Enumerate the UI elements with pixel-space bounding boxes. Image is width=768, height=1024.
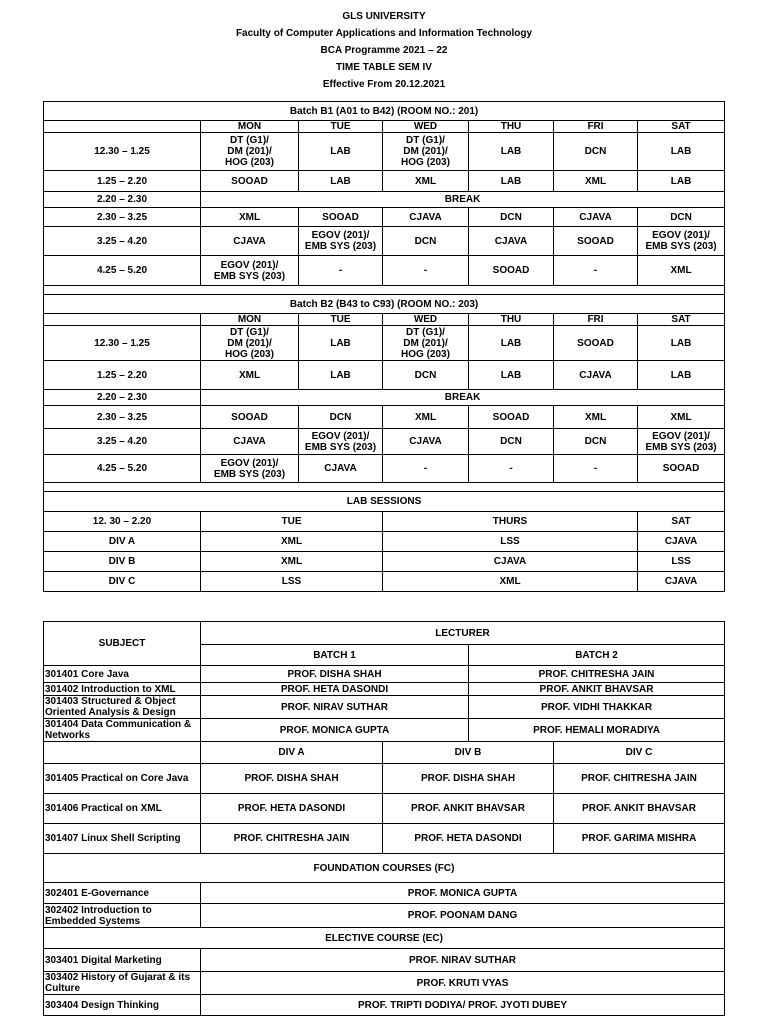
lecturer-name: PROF. ANKIT BHAVSAR (383, 794, 554, 824)
subject-name: 301406 Practical on XML (44, 794, 201, 824)
subject-row (44, 683, 725, 696)
lab-day-header: SAT (638, 512, 725, 532)
practical-row (44, 794, 725, 824)
ec-row (44, 995, 725, 1016)
lecturer-name: PROF. CHITRESHA JAIN (469, 666, 725, 683)
day-header: THU (469, 121, 554, 133)
lab-division: DIV A (44, 532, 201, 552)
subject-cell: XML (201, 208, 299, 227)
time-slot: 2.20 – 2.30 (44, 192, 201, 208)
break-cell: BREAK (201, 390, 725, 406)
timeslot-row (44, 133, 725, 171)
lecturer-name: PROF. KRUTI VYAS (201, 972, 725, 995)
day-header: THU (469, 314, 554, 326)
subject-cell: DT (G1)/ DM (201)/ HOG (203) (201, 133, 299, 171)
batch-title: Batch B1 (A01 to B42) (ROOM NO.: 201) (44, 102, 725, 121)
lecturer-name: PROF. HETA DASONDI (383, 824, 554, 854)
subject-cell: LAB (638, 133, 725, 171)
lecturer-name: PROF. DISHA SHAH (383, 764, 554, 794)
div-header: DIV C (554, 742, 725, 764)
day-header: WED (383, 314, 469, 326)
faculty-title: Faculty of Computer Applications and Information Technology (235, 28, 533, 39)
timeslot-row (44, 227, 725, 256)
lecturer-header-row (44, 622, 725, 645)
subject-name: 301407 Linux Shell Scripting (44, 824, 201, 854)
subject-cell: DCN (299, 406, 383, 429)
subject-cell: EGOV (201)/ EMB SYS (203) (638, 429, 725, 455)
day-header: WED (383, 121, 469, 133)
time-slot: 2.30 – 3.25 (44, 208, 201, 227)
subject-name: 303401 Digital Marketing (44, 949, 201, 972)
lab-subject: CJAVA (383, 552, 638, 572)
lab-day-header: THURS (383, 512, 638, 532)
lecturer-name: PROF. HETA DASONDI (201, 683, 469, 696)
subject-cell: SOOAD (554, 326, 638, 361)
practical-row (44, 764, 725, 794)
div-header: DIV A (201, 742, 383, 764)
fc-row (44, 883, 725, 904)
subject-cell: XML (383, 171, 469, 192)
day-header: MON (201, 314, 299, 326)
time-slot: 4.25 – 5.20 (44, 256, 201, 286)
lab-division: DIV C (44, 572, 201, 592)
lecturer-name: PROF. MONICA GUPTA (201, 883, 725, 904)
lab-subject: XML (201, 552, 383, 572)
lecturer-name: PROF. CHITRESHA JAIN (201, 824, 383, 854)
subject-cell: - (383, 455, 469, 483)
subject-cell: DCN (469, 208, 554, 227)
lecturer-name: PROF. NIRAV SUTHAR (201, 696, 469, 719)
batch-title-row (44, 295, 725, 314)
timeslot-row (44, 361, 725, 390)
subject-cell: LAB (299, 361, 383, 390)
subject-cell: EGOV (201)/ EMB SYS (203) (201, 256, 299, 286)
subject-cell: - (469, 455, 554, 483)
subject-cell: CJAVA (299, 455, 383, 483)
lecturer-name: PROF. ANKIT BHAVSAR (469, 683, 725, 696)
lecturer-name: PROF. NIRAV SUTHAR (201, 949, 725, 972)
elective-courses-header: ELECTIVE COURSE (EC) (44, 928, 725, 949)
lecturer-header: LECTURER (201, 622, 725, 645)
subject-name: 303404 Design Thinking (44, 995, 201, 1016)
subject-cell: SOOAD (469, 256, 554, 286)
subject-cell: LAB (299, 133, 383, 171)
time-slot: 12.30 – 1.25 (44, 326, 201, 361)
university-title: GLS UNIVERSITY (342, 11, 426, 22)
subject-cell: - (554, 256, 638, 286)
lab-subject: LSS (383, 532, 638, 552)
subject-name: 303402 History of Gujarat & its Culture (44, 972, 201, 995)
subject-cell: SOOAD (299, 208, 383, 227)
subject-name: 301404 Data Communication & Networks (44, 719, 201, 742)
fc-row (44, 904, 725, 928)
subject-cell: XML (201, 361, 299, 390)
time-slot: 2.20 – 2.30 (44, 390, 201, 406)
faculty-table (43, 621, 725, 1016)
break-cell: BREAK (201, 192, 725, 208)
lab-subject: CJAVA (638, 532, 725, 552)
lecturer-name: PROF. DISHA SHAH (201, 764, 383, 794)
subject-cell: SOOAD (469, 406, 554, 429)
time-slot: 2.30 – 3.25 (44, 406, 201, 429)
subject-row (44, 666, 725, 683)
lab-division: DIV B (44, 552, 201, 572)
subject-cell: LAB (469, 133, 554, 171)
subject-cell: CJAVA (201, 429, 299, 455)
lab-subject: XML (383, 572, 638, 592)
subject-cell: XML (383, 406, 469, 429)
practical-row (44, 824, 725, 854)
division-header-row (44, 742, 725, 764)
timeslot-row (44, 429, 725, 455)
timetable (43, 101, 725, 592)
timeslot-row (44, 390, 725, 406)
ec-row (44, 972, 725, 995)
day-header: TUE (299, 314, 383, 326)
foundation-courses-header: FOUNDATION COURSES (FC) (44, 854, 725, 883)
ec-header-row (44, 928, 725, 949)
subject-cell: LAB (469, 326, 554, 361)
fc-header-row (44, 854, 725, 883)
timeslot-row (44, 326, 725, 361)
subject-cell: DCN (383, 227, 469, 256)
corner-cell (44, 121, 201, 133)
corner-cell (44, 314, 201, 326)
subject-cell: DT (G1)/ DM (201)/ HOG (203) (201, 326, 299, 361)
spacer-row (44, 483, 725, 492)
subject-cell: XML (638, 406, 725, 429)
day-header: MON (201, 121, 299, 133)
lab-row (44, 552, 725, 572)
subject-row (44, 719, 725, 742)
subject-cell: - (554, 455, 638, 483)
subject-name: 301401 Core Java (44, 666, 201, 683)
day-header: FRI (554, 121, 638, 133)
lecturer-name: PROF. GARIMA MISHRA (554, 824, 725, 854)
subject-cell: DCN (554, 133, 638, 171)
timeslot-row (44, 406, 725, 429)
time-slot: 4.25 – 5.20 (44, 455, 201, 483)
timeslot-row (44, 455, 725, 483)
lab-time: 12. 30 – 2.20 (44, 512, 201, 532)
subject-cell: DCN (469, 429, 554, 455)
subject-cell: EGOV (201)/ EMB SYS (203) (299, 429, 383, 455)
lecturer-name: PROF. TRIPTI DODIYA/ PROF. JYOTI DUBEY (201, 995, 725, 1016)
subject-cell: CJAVA (383, 208, 469, 227)
timetable-title: TIME TABLE SEM IV (336, 62, 432, 73)
subject-cell: LAB (469, 361, 554, 390)
subject-cell: SOOAD (554, 227, 638, 256)
lab-day-header: TUE (201, 512, 383, 532)
day-header: TUE (299, 121, 383, 133)
subject-cell: LAB (638, 361, 725, 390)
lecturer-name: PROF. HETA DASONDI (201, 794, 383, 824)
subject-row (44, 696, 725, 719)
subject-cell: LAB (638, 326, 725, 361)
programme-title: BCA Programme 2021 – 22 (320, 45, 448, 56)
subject-header: SUBJECT (44, 622, 201, 666)
lab-subject: LSS (638, 552, 725, 572)
subject-name: 302402 Introduction to Embedded Systems (44, 904, 201, 928)
lab-subject: XML (201, 532, 383, 552)
subject-name: 301403 Structured & Object Oriented Analysis & Design (44, 696, 201, 719)
subject-cell: LAB (638, 171, 725, 192)
lecturer-name: PROF. MONICA GUPTA (201, 719, 469, 742)
ec-row (44, 949, 725, 972)
lecturer-name: PROF. CHITRESHA JAIN (554, 764, 725, 794)
lab-title-row (44, 492, 725, 512)
subject-cell: - (299, 256, 383, 286)
batch-title: Batch B2 (B43 to C93) (ROOM NO.: 203) (44, 295, 725, 314)
subject-cell: LAB (469, 171, 554, 192)
subject-name: 302401 E-Governance (44, 883, 201, 904)
lab-subject: LSS (201, 572, 383, 592)
lecturer-name: PROF. ANKIT BHAVSAR (554, 794, 725, 824)
day-header: FRI (554, 314, 638, 326)
div-header: DIV B (383, 742, 554, 764)
timeslot-row (44, 256, 725, 286)
subject-cell: CJAVA (554, 208, 638, 227)
subject-cell: XML (554, 406, 638, 429)
subject-cell: XML (638, 256, 725, 286)
lab-row (44, 532, 725, 552)
lecturer-name: PROF. DISHA SHAH (201, 666, 469, 683)
batch1-header: BATCH 1 (201, 645, 469, 666)
lecturer-name: PROF. POONAM DANG (201, 904, 725, 928)
subject-cell: LAB (299, 326, 383, 361)
subject-cell: CJAVA (469, 227, 554, 256)
subject-cell: DCN (383, 361, 469, 390)
lab-row (44, 572, 725, 592)
timeslot-row (44, 192, 725, 208)
subject-name: 301405 Practical on Core Java (44, 764, 201, 794)
lab-sessions-title: LAB SESSIONS (44, 492, 725, 512)
subject-cell: EGOV (201)/ EMB SYS (203) (638, 227, 725, 256)
lab-header-row (44, 512, 725, 532)
subject-cell: CJAVA (383, 429, 469, 455)
effective-date: Effective From 20.12.2021 (322, 79, 446, 90)
subject-cell: - (383, 256, 469, 286)
lab-subject: CJAVA (638, 572, 725, 592)
subject-cell: CJAVA (201, 227, 299, 256)
subject-cell: DCN (554, 429, 638, 455)
subject-cell: DT (G1)/ DM (201)/ HOG (203) (383, 133, 469, 171)
lecturer-name: PROF. HEMALI MORADIYA (469, 719, 725, 742)
subject-cell: LAB (299, 171, 383, 192)
batch2-header: BATCH 2 (469, 645, 725, 666)
subject-cell: SOOAD (201, 406, 299, 429)
time-slot: 1.25 – 2.20 (44, 361, 201, 390)
day-header-row (44, 121, 725, 133)
subject-cell: SOOAD (638, 455, 725, 483)
subject-cell: DCN (638, 208, 725, 227)
subject-cell: CJAVA (554, 361, 638, 390)
subject-name: 301402 Introduction to XML (44, 683, 201, 696)
subject-cell: XML (554, 171, 638, 192)
day-header: SAT (638, 314, 725, 326)
batch-title-row (44, 102, 725, 121)
time-slot: 3.25 – 4.20 (44, 429, 201, 455)
timeslot-row (44, 171, 725, 192)
spacer-row (44, 286, 725, 295)
lecturer-name: PROF. VIDHI THAKKAR (469, 696, 725, 719)
time-slot: 12.30 – 1.25 (44, 133, 201, 171)
blank-cell (44, 742, 201, 764)
timeslot-row (44, 208, 725, 227)
day-header-row (44, 314, 725, 326)
day-header: SAT (638, 121, 725, 133)
time-slot: 1.25 – 2.20 (44, 171, 201, 192)
subject-cell: EGOV (201)/ EMB SYS (203) (299, 227, 383, 256)
subject-cell: EGOV (201)/ EMB SYS (203) (201, 455, 299, 483)
subject-cell: SOOAD (201, 171, 299, 192)
time-slot: 3.25 – 4.20 (44, 227, 201, 256)
subject-cell: DT (G1)/ DM (201)/ HOG (203) (383, 326, 469, 361)
